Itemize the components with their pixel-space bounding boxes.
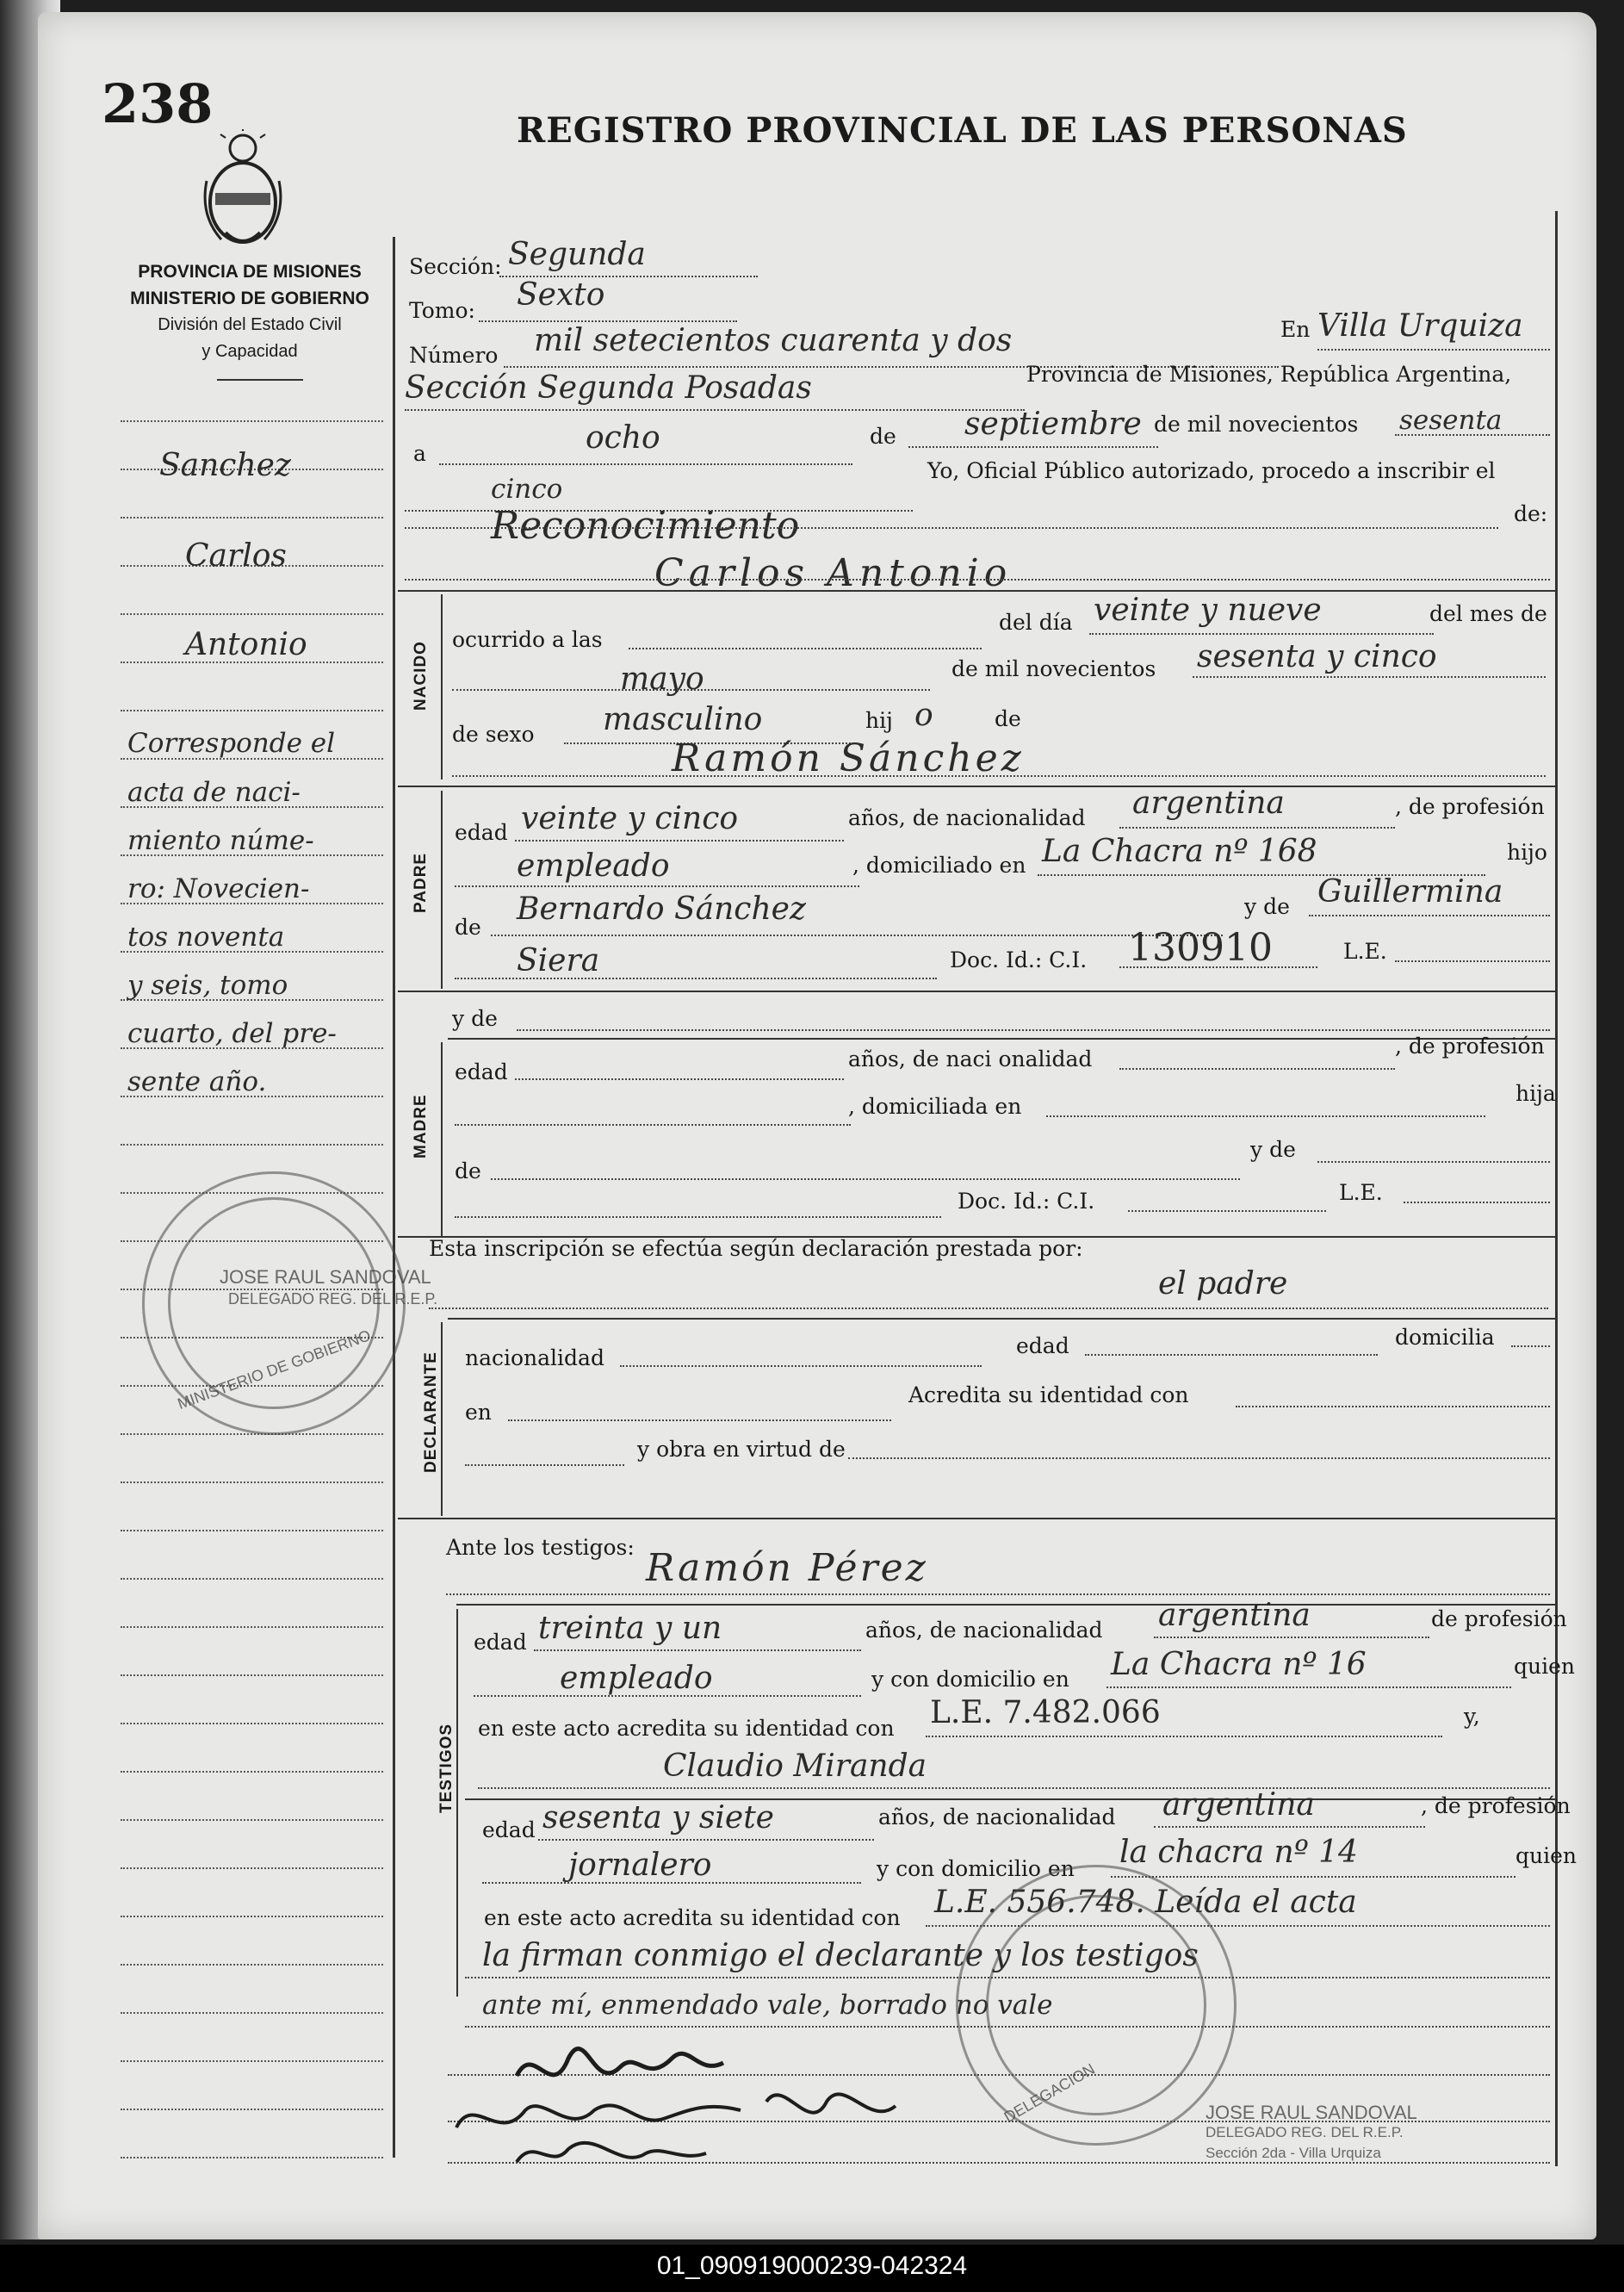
label-mil-novecientos: de mil novecientos (1154, 412, 1359, 437)
section-bracket (441, 1322, 443, 1516)
value-tomo: Sexto (517, 277, 605, 313)
margin-note: cuarto, del pre- (127, 1018, 337, 1049)
value-seccion-registro: Sección Segunda Posadas (405, 370, 812, 406)
line (1089, 633, 1434, 635)
line (452, 775, 1546, 777)
line (1317, 349, 1550, 351)
section-label-nacido: NACIDO (412, 641, 430, 711)
value-en-lugar: Villa Urquiza (1317, 308, 1523, 344)
label-edad-declarante: edad (1016, 1333, 1069, 1358)
value-t1-dom: La Chacra nº 16 (1111, 1647, 1367, 1682)
issuing-organization: PROVINCIA DE MISIONES MINISTERIO DE GOBIERNO División del Estado Civil y Capacidad (130, 262, 369, 361)
stamp-ring-right: DELEGACION (1001, 2059, 1098, 2127)
value-padre-prof: empleado (517, 848, 670, 884)
line (1128, 1210, 1326, 1212)
official-seal-right-inner (986, 1895, 1206, 2115)
section-bracket (441, 791, 443, 989)
value-testigo2: Claudio Miranda (663, 1749, 927, 1784)
value-nombre: Carlos Antonio (654, 551, 1013, 595)
section-bracket (441, 594, 443, 780)
value-padre-dom: La Chacra nº 168 (1042, 834, 1317, 869)
closing-line-1: la firman conmigo el declarante y los testigos (482, 1938, 1199, 1973)
label-le2: L.E. (1339, 1180, 1383, 1205)
line (1119, 827, 1395, 829)
margin-rule (121, 517, 383, 519)
margin-note: tos noventa (127, 922, 285, 953)
label-nacionalidad: nacionalidad (465, 1345, 604, 1370)
line (1236, 1406, 1550, 1407)
label-con-domicilio: y con domicilio en (871, 1667, 1069, 1692)
line (429, 1307, 1548, 1309)
value-dia-nac: veinte y nueve (1094, 593, 1322, 628)
margin-rule (121, 1964, 383, 1966)
line (1106, 1686, 1511, 1688)
line (455, 885, 859, 887)
section-rule (398, 786, 1555, 787)
value-t2-edad: sesenta y siete (542, 1800, 774, 1835)
margin-rule (121, 1144, 383, 1146)
margin-rule (121, 420, 383, 422)
line (1317, 1161, 1550, 1163)
margin-rule (121, 1481, 383, 1483)
stamp-role-right: DELEGADO REG. DEL R.E.P. (1206, 2124, 1404, 2140)
value-declarante: el padre (1158, 1266, 1288, 1301)
value-t2-nac: argentina (1162, 1787, 1315, 1823)
label-con-domicilio2: y con domicilio en (877, 1856, 1075, 1881)
margin-rule (121, 1723, 383, 1724)
line (1309, 915, 1550, 916)
margin-rule (121, 1530, 383, 1531)
label-y-de: y de (1244, 894, 1290, 919)
label-de-colon: de: (1514, 501, 1548, 526)
label-acredita-acto2: en este acto acredita su identidad con (484, 1905, 901, 1930)
value-padre-edad: veinte y cinco (521, 801, 739, 836)
label-quien: quien (1514, 1654, 1575, 1679)
line (848, 1457, 1550, 1459)
line (517, 1029, 1550, 1031)
value-abuelo: Bernardo Sánchez (517, 891, 806, 927)
line (405, 579, 1550, 581)
value-t2-dom: la chacra nº 14 (1119, 1835, 1358, 1870)
line (1119, 1068, 1395, 1070)
margin-note: Corresponde el (127, 728, 336, 759)
line (439, 463, 852, 465)
label-anios-nac2: años, de naci onalidad (848, 1047, 1093, 1071)
value-t2-prof: jornalero (568, 1848, 712, 1883)
label-quien2: quien (1516, 1843, 1577, 1868)
label-yo-oficial: Yo, Oficial Público autorizado, procedo a inscribir el (927, 458, 1496, 483)
line (629, 648, 982, 649)
label-del-dia: del día (999, 610, 1073, 635)
label-edad-t2: edad (482, 1817, 536, 1842)
label-de-profesion3: de profesión (1431, 1606, 1567, 1631)
label-y-de3: y de (1250, 1137, 1296, 1162)
margin-note: miento núme- (127, 825, 314, 856)
label-y-de-madre: y de (452, 1006, 498, 1031)
section-rule (398, 590, 1555, 592)
label-edad-madre: edad (455, 1059, 508, 1084)
value-t1-edad: treinta y un (538, 1611, 722, 1646)
margin-rule (121, 1433, 383, 1435)
line (405, 527, 1498, 529)
margin-note: sente año. (127, 1066, 267, 1097)
label-provincia: Provincia de Misiones, República Argentina, (1026, 362, 1512, 387)
label-de-profesion: , de profesión (1395, 794, 1545, 819)
value-padre-nac: argentina (1132, 786, 1285, 821)
margin-note: y seis, tomo (127, 970, 288, 1001)
label-de-mil: de mil novecientos (951, 656, 1156, 681)
margin-rule (121, 2157, 383, 2158)
line (620, 1365, 982, 1367)
line (926, 1736, 1442, 1737)
label-en-declarante: en (465, 1400, 492, 1425)
margin-note: Sanchez (159, 448, 291, 483)
value-hij-suffix: o (914, 698, 933, 733)
label-numero: Número (409, 343, 499, 368)
label-domiciliado: , domiciliado en (852, 853, 1026, 878)
line (452, 689, 930, 691)
label-ante-testigos: Ante los testigos: (446, 1535, 635, 1560)
section-label-padre: PADRE (412, 852, 430, 913)
closing-line-2: ante mí, enmendado vale, borrado no vale (482, 1990, 1053, 2021)
stamp-name-right: JOSE RAUL SANDOVAL (1206, 2102, 1417, 2123)
margin-rule (121, 2012, 383, 2014)
label-de-profesion2: , de profesión (1395, 1034, 1545, 1059)
line (478, 1787, 1550, 1789)
margin-rule (121, 1867, 383, 1869)
margin-rule (121, 710, 383, 711)
value-t1-prof: empleado (560, 1661, 713, 1696)
org-underline (217, 379, 303, 381)
line (491, 935, 1223, 936)
label-del-mes: del mes de (1429, 601, 1547, 626)
label-esta-inscripcion: Esta inscripción se efectúa según declaración prestada por: (429, 1236, 1083, 1261)
margin-note: ro: Novecien- (127, 873, 310, 904)
value-abuela: Guillermina (1317, 874, 1503, 910)
line (534, 1649, 861, 1651)
value-t1-nac: argentina (1158, 1598, 1311, 1633)
label-hij: hij (865, 708, 893, 733)
value-numero: mil setecientos cuarenta y dos (534, 323, 1013, 358)
margin-note: Carlos (185, 538, 287, 574)
page-title: REGISTRO PROVINCIAL DE LAS PERSONAS (517, 110, 1408, 151)
line (446, 1593, 1550, 1595)
label-acredita: Acredita su identidad con (908, 1382, 1189, 1407)
stamp-name-left: JOSE RAUL SANDOVAL (220, 1266, 431, 1288)
section-rule (398, 991, 1555, 992)
label-domicilia: domicilia (1395, 1325, 1495, 1350)
stamp-loc-right: Sección 2da - Villa Urquiza (1206, 2145, 1381, 2161)
margin-note: acta de naci- (127, 777, 301, 808)
margin-rule (121, 2109, 383, 2110)
label-tomo: Tomo: (409, 298, 475, 323)
line (1154, 1826, 1425, 1828)
line (455, 1124, 851, 1126)
label-domiciliada: , domiciliada en (848, 1094, 1022, 1119)
margin-rule (121, 1674, 383, 1676)
line (1193, 676, 1546, 678)
label-de-abuelo: de (455, 915, 481, 940)
line (1111, 1876, 1516, 1878)
value-anio-nac: sesenta y cinco (1197, 639, 1437, 674)
coat-of-arms-icon (200, 129, 286, 250)
margin-rule (121, 1578, 383, 1580)
section-rule (456, 1604, 1555, 1606)
value-seccion: Segunda (508, 237, 646, 272)
value-anio2: cinco (491, 474, 563, 505)
label-acredita-acto: en este acto acredita su identidad con (478, 1716, 895, 1741)
label-de-mes: de (870, 424, 896, 449)
section-rule (398, 1518, 1555, 1519)
label-le: L.E. (1343, 939, 1387, 964)
label-a: a (413, 441, 426, 466)
line (479, 320, 737, 322)
value-padre-ci: 130910 (1128, 926, 1273, 970)
label-seccion: Sección: (409, 254, 502, 279)
section-label-testigos: TESTIGOS (437, 1723, 456, 1813)
line (1154, 1637, 1429, 1638)
label-de-padre: de (995, 706, 1021, 731)
label-doc-id: Doc. Id.: C.I. (950, 947, 1088, 972)
section-bracket (441, 1042, 443, 1236)
label-de-madre: de (455, 1158, 481, 1183)
line (508, 1419, 891, 1421)
line (908, 446, 1158, 448)
line (1395, 960, 1550, 962)
value-sexo: masculino (603, 702, 763, 737)
line (482, 1882, 861, 1884)
signatures (448, 2024, 930, 2179)
value-testigo1: Ramón Pérez (646, 1546, 928, 1590)
label-hijo: hijo (1507, 840, 1547, 865)
section-label-declarante: DECLARANTE (422, 1351, 440, 1473)
value-mes: septiembre (964, 407, 1142, 442)
label-anios-nac3: años, de nacionalidad (865, 1618, 1103, 1643)
section-label-madre: MADRE (412, 1094, 430, 1158)
file-id: 01_090919000239-042324 (656, 2252, 968, 2280)
section-rule (448, 1038, 1555, 1040)
margin-note: Antonio (185, 627, 307, 662)
folio-number: 238 (102, 72, 214, 135)
value-t1-doc: L.E. 7.482.066 (930, 1695, 1161, 1730)
label-edad-t1: edad (474, 1630, 527, 1655)
margin-rule (121, 1771, 383, 1773)
label-doc-id2: Doc. Id.: C.I. (958, 1189, 1095, 1214)
label-anios-nac4: años, de nacionalidad (878, 1804, 1116, 1829)
line (474, 1695, 861, 1697)
right-border (1555, 211, 1558, 2166)
label-y-coma: y, (1464, 1704, 1480, 1729)
margin-rule (121, 1626, 383, 1628)
label-en: En (1280, 317, 1311, 342)
line (405, 409, 1025, 411)
margin-divider (393, 237, 395, 2158)
label-y-obra: y obra en virtud de (637, 1437, 846, 1462)
margin-rule (121, 1916, 383, 1917)
section-rule (448, 1318, 1555, 1320)
line (1046, 1115, 1485, 1117)
label-de-profesion4: , de profesión (1421, 1793, 1571, 1818)
line (1511, 1345, 1550, 1347)
value-t2-doc: L.E. 556.748. Leída el acta (934, 1885, 1357, 1920)
value-acto: Reconocimiento (491, 504, 800, 548)
stamp-role-left: DELEGADO REG. DEL R.E.P. (228, 1290, 438, 1307)
line (491, 1178, 1240, 1180)
margin-rule (121, 1819, 383, 1821)
value-padre-nombre: Ramón Sánchez (672, 736, 1025, 780)
line (515, 1078, 844, 1080)
section-bracket (456, 1609, 458, 1997)
label-de-sexo: de sexo (452, 722, 535, 747)
value-mes-nac: mayo (620, 662, 704, 697)
label-edad: edad (455, 820, 508, 845)
value-anio: sesenta (1399, 405, 1503, 436)
value-abuela2: Siera (517, 943, 600, 978)
line (538, 1839, 874, 1841)
margin-rule (121, 2060, 383, 2062)
line (455, 978, 937, 979)
line (465, 1464, 624, 1466)
line (1085, 1354, 1378, 1356)
line (1404, 1202, 1550, 1203)
stamp-ring-left: MINISTERIO DE GOBIERNO (175, 1326, 374, 1413)
line (455, 1216, 941, 1218)
value-dia: ocho (586, 420, 660, 456)
label-hija: hija (1516, 1081, 1556, 1106)
label-ocurrido: ocurrido a las (452, 627, 603, 652)
label-anios-nac: años, de nacionalidad (848, 805, 1086, 830)
margin-rule (121, 613, 383, 615)
line (515, 840, 844, 842)
